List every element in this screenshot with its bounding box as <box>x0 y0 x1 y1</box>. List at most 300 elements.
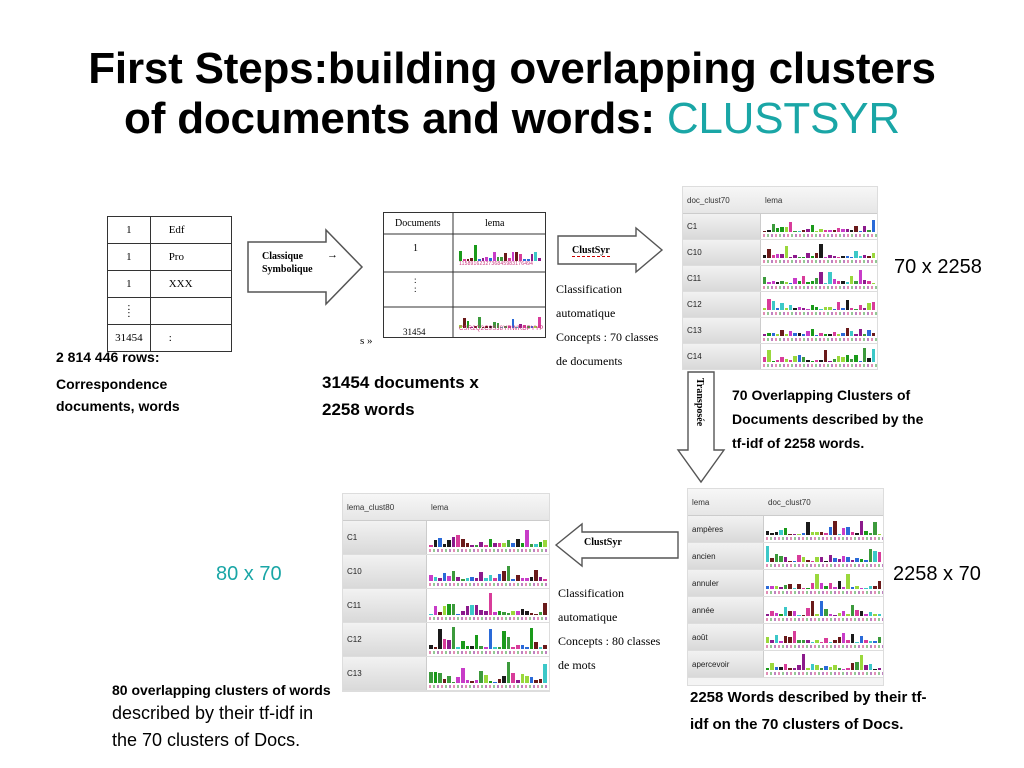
sparkline-bar <box>511 579 515 581</box>
title-accent: CLUSTSYR <box>666 94 900 143</box>
grid-header-value: lema <box>431 502 449 512</box>
sparkline-bar <box>846 614 849 616</box>
sparkline-bar <box>850 257 853 258</box>
grid-row <box>343 555 549 589</box>
sparkline-bar <box>873 586 876 589</box>
sparkline-bar <box>438 612 442 615</box>
sparkline-bar <box>466 578 470 581</box>
sparkline-bar <box>815 557 818 562</box>
cell-doc-id: 1 <box>108 271 151 298</box>
sparkline-bar <box>841 256 844 258</box>
sparkline-bar <box>521 543 525 547</box>
sparkline-tick-numbers <box>429 549 549 552</box>
sparkline-bar <box>466 606 470 615</box>
sparkline-bar <box>793 308 796 310</box>
sparkline-bar <box>802 257 805 258</box>
sparkline-bar <box>833 332 836 336</box>
sparkline-bar <box>534 544 538 547</box>
sparkline-bar <box>788 584 791 589</box>
sparkline-bar <box>779 530 782 535</box>
sparkline-bar <box>767 282 770 284</box>
sparkline-bar <box>824 257 827 258</box>
sparkline-bar <box>819 229 822 233</box>
sparkline-bar <box>452 571 456 581</box>
sparkline-bar <box>784 585 787 589</box>
sparkline-bar <box>493 252 496 261</box>
sparkline-bar <box>869 586 872 589</box>
sparkline-bar <box>470 681 474 683</box>
sparkline-bar <box>851 605 854 616</box>
title-line-2: of documents and words: <box>124 94 667 143</box>
sparkline-bar <box>806 253 809 258</box>
sparkline-tick-numbers <box>763 364 877 367</box>
sparkline-bar <box>775 532 778 535</box>
sparkline-bar <box>429 545 433 547</box>
sparkline-bar <box>846 328 849 336</box>
sparkline-bar <box>521 578 525 581</box>
sparkline-bar <box>475 578 479 581</box>
sparkline-bar <box>869 641 872 643</box>
grid-header-key: lema <box>692 497 710 507</box>
slide-title <box>0 44 1024 144</box>
sparkline-bar <box>766 668 769 670</box>
sparkline-bar <box>824 666 827 670</box>
grid-row <box>343 521 549 555</box>
sparkline-bar <box>498 647 502 649</box>
sparkline-bar <box>461 611 465 615</box>
grid-row-sparkline <box>764 516 883 542</box>
grid-row-label: apercevoir <box>688 651 764 677</box>
row-doc-31454: 31454 <box>403 327 426 337</box>
caption4-line2: idf on the 70 clusters of Docs. <box>690 716 904 733</box>
caption-word-clusters <box>112 680 331 754</box>
sparkline-bar <box>775 586 778 589</box>
sparkline-bar <box>466 543 470 547</box>
sparkline-tick-numbers <box>766 537 883 540</box>
sparkline-bar <box>829 527 832 535</box>
grid-row-label: C11 <box>343 589 427 622</box>
sparkline-bar <box>828 272 831 284</box>
sparkline-bar <box>456 577 460 581</box>
sparkline-bar <box>841 357 844 362</box>
sparkline-bar <box>539 679 543 683</box>
sparkline-tick-numbers <box>429 685 549 688</box>
sparkline-bar <box>498 679 502 683</box>
sparkline-bar <box>766 614 769 616</box>
sparkline-bar <box>837 334 840 336</box>
sparkline-bar <box>850 276 853 284</box>
sparkline-tick-numbers <box>429 651 549 654</box>
sparkline-bar <box>793 588 796 589</box>
sparkline-bar <box>864 640 867 643</box>
correspondence-row <box>108 298 232 325</box>
sparkline-bar <box>776 254 779 258</box>
sparkline-bar <box>851 634 854 643</box>
sparkline-tick-numbers <box>763 260 877 263</box>
sparkline-tick-numbers <box>429 617 549 620</box>
sparkline-bar <box>863 280 866 284</box>
sparkline-bar <box>784 607 787 616</box>
sparkline-bar <box>811 664 814 670</box>
sparkline-bar <box>824 609 827 616</box>
sparkline-bar <box>763 277 766 284</box>
sparkline-bar <box>470 605 474 615</box>
sparkline-bar <box>493 647 497 649</box>
sparkline-bar <box>461 539 465 547</box>
sparkline-bar <box>770 640 773 643</box>
sparkline-bar <box>806 668 809 670</box>
sparkline-bar <box>456 647 460 649</box>
sparkline-bar <box>779 614 782 616</box>
sparkline-bar <box>864 614 867 616</box>
sparkline-bar <box>872 349 875 362</box>
sparkline-bar <box>785 334 788 336</box>
sparkline-bar <box>770 558 773 562</box>
sparkline-bar <box>793 278 796 284</box>
sparkline-bar <box>770 611 773 616</box>
sparkline-bar <box>502 612 506 615</box>
sparkline-bar <box>763 334 766 336</box>
sparkline-tick-numbers <box>766 618 883 621</box>
sparkline-bar <box>798 231 801 232</box>
sparkline-bar <box>776 360 779 362</box>
sparkline-bar <box>788 611 791 616</box>
cell-doc-id: 1 <box>108 244 151 271</box>
sparkline-bar <box>820 601 823 616</box>
sparkline-bar <box>534 570 538 581</box>
grid-row <box>688 570 883 597</box>
sparkline-bar <box>470 577 474 581</box>
arrow3-label: ClustSyr <box>584 537 622 548</box>
sparkline-bar <box>452 682 456 683</box>
sparkline-bar <box>878 668 881 670</box>
grid-row-sparkline <box>764 570 883 596</box>
sparkline-bar <box>793 333 796 336</box>
sparkline-bar <box>806 608 809 616</box>
sparkline-bar <box>443 606 447 615</box>
correspondence-row <box>108 244 232 271</box>
sparkline-bar <box>470 545 474 547</box>
sparkline-bar <box>867 256 870 258</box>
sparkline-bar <box>511 543 515 547</box>
sparkline-bar <box>793 231 796 232</box>
sparkline-bar <box>829 614 832 616</box>
sparkline-bar <box>475 635 479 649</box>
sparkline-bar <box>767 249 770 258</box>
sparkline-bar <box>543 645 547 649</box>
sparkline-bar <box>806 588 809 589</box>
sparkline-bar <box>772 301 775 310</box>
sparkline-bar <box>869 533 872 535</box>
sparkline-bar <box>489 539 493 547</box>
sparkline-bar <box>502 571 506 581</box>
sparkline-bar <box>854 281 857 284</box>
sparkline-bar <box>828 361 831 362</box>
sparkline-bar <box>850 359 853 362</box>
sparkline-bar <box>842 587 845 589</box>
sparkline-bar <box>770 533 773 535</box>
caption5-line2: described by their tf-idf in <box>112 703 314 723</box>
sparkline-bar <box>833 359 836 362</box>
classif1-line1: Classification <box>556 282 622 296</box>
sparkline-bar <box>833 256 836 258</box>
sparkline-bar <box>828 230 831 232</box>
sparkline-bar <box>815 307 818 310</box>
sparkline-bar <box>779 641 782 643</box>
sparkline-bar <box>838 581 841 589</box>
sparkline-bar <box>530 628 534 649</box>
sparkline-bar <box>767 333 770 336</box>
sparkline-bar <box>429 645 433 649</box>
grid-row-label: C10 <box>683 240 761 265</box>
sparkline-bar <box>788 534 791 535</box>
sparkline-bar <box>443 639 447 649</box>
grid-row-label: C10 <box>343 555 427 588</box>
sparkline-bar <box>863 308 866 310</box>
sparkline-bar <box>806 331 809 336</box>
sparkline-bar <box>811 256 814 258</box>
doc31454-tfidf-numbers: CSR2Q2C9SJ8YRWRDPYYP <box>459 326 544 332</box>
sparkline-bar <box>846 574 849 589</box>
grid-row-sparkline <box>764 597 883 623</box>
sparkline-bar <box>855 586 858 589</box>
sparkline-bar <box>828 307 831 310</box>
sparkline-bar <box>802 357 805 362</box>
caption-docs-words <box>322 369 479 423</box>
sparkline-bar <box>515 252 518 261</box>
sparkline-bar <box>447 540 451 547</box>
sparkline-bar <box>859 256 862 258</box>
sparkline-bar <box>539 647 543 649</box>
sparkline-bar <box>829 555 832 562</box>
sparkline-bar <box>531 254 534 261</box>
sparkline-bar <box>824 307 827 310</box>
sparkline-bar <box>851 587 854 589</box>
sparkline-tick-numbers <box>763 286 877 289</box>
sparkline-bar <box>878 534 881 535</box>
grid-row-sparkline <box>764 543 883 569</box>
sparkline-bar <box>475 680 479 683</box>
sparkline-bar <box>489 575 493 581</box>
cell-doc-id: : : <box>108 298 151 325</box>
sparkline-bar <box>869 664 872 671</box>
grid-row-sparkline <box>761 344 877 369</box>
sparkline-bar <box>850 331 853 336</box>
dim-2258x70: 2258 x 70 <box>893 563 981 585</box>
grid-row <box>688 543 883 570</box>
sparkline-bar <box>456 677 460 683</box>
sparkline-bar <box>793 255 796 258</box>
sparkline-bar <box>484 611 488 615</box>
sparkline-bar <box>466 646 470 649</box>
sparkline-bar <box>539 612 543 615</box>
sparkline-bar <box>846 527 849 535</box>
grid-row-sparkline <box>761 266 877 291</box>
sparkline-bar <box>846 256 849 258</box>
sparkline-bar <box>859 329 862 336</box>
sparkline-bar <box>811 225 814 232</box>
cell-word <box>150 298 231 325</box>
grid-row-sparkline <box>764 651 883 677</box>
sparkline-bar <box>824 586 827 589</box>
sparkline-bar <box>837 281 840 284</box>
sparkline-bar <box>530 577 534 581</box>
sparkline-bar <box>838 637 841 643</box>
sparkline-bar <box>470 646 474 649</box>
sparkline-bar <box>864 560 867 562</box>
sparkline-bar <box>824 638 827 643</box>
grid-row <box>343 623 549 657</box>
sparkline-bar <box>850 308 853 310</box>
sparkline-bar <box>859 361 862 362</box>
sparkline-bar <box>837 228 840 232</box>
sparkline-bar <box>493 682 497 683</box>
sparkline-bar <box>842 669 845 670</box>
grid-row-label: C14 <box>683 344 761 369</box>
sparkline-bar <box>521 674 525 683</box>
sparkline-bar <box>788 668 791 670</box>
sparkline-bar <box>829 583 832 589</box>
sparkline-bar <box>502 676 506 683</box>
sparkline-bar <box>456 614 460 615</box>
sparkline-bar <box>855 558 858 562</box>
grid-row-label: C11 <box>683 266 761 291</box>
sparkline-bar <box>802 308 805 310</box>
sparkline-bar <box>798 257 801 258</box>
grid-row-label: ancien <box>688 543 764 569</box>
grid-row <box>683 266 877 292</box>
sparkline-bar <box>780 357 783 362</box>
sparkline-bar <box>854 226 857 232</box>
title-line-1: First Steps:building overlapping clusters <box>88 44 936 93</box>
sparkline-bar <box>447 576 451 581</box>
sparkline-bar <box>878 581 881 589</box>
sparkline-bar <box>833 230 836 232</box>
sparkline-bar <box>824 230 827 232</box>
sparkline-bar <box>784 528 787 535</box>
sparkline-bar <box>824 350 827 362</box>
sparkline-bar <box>859 231 862 232</box>
sparkline-bar <box>842 611 845 616</box>
sparkline-bar <box>811 642 814 643</box>
grid-row-label: année <box>688 597 764 623</box>
sparkline-bar <box>872 283 875 284</box>
sparkline-tick-numbers <box>766 564 883 567</box>
sparkline-bar <box>797 615 800 616</box>
sparkline-bar <box>484 675 488 683</box>
sparkline-bar <box>438 629 442 649</box>
sparkline-bar <box>806 522 809 535</box>
sparkline-bar <box>815 665 818 670</box>
sparkline-bar <box>785 308 788 310</box>
sparkline-bar <box>793 631 796 643</box>
sparkline-bar <box>474 245 477 261</box>
sparkline-bar <box>833 640 836 643</box>
sparkline-bar <box>766 531 769 535</box>
sparkline-bar <box>793 534 796 535</box>
sparkline-bar <box>873 522 876 535</box>
sparkline-bar <box>860 559 863 562</box>
sparkline-bar <box>842 633 845 643</box>
sparkline-bar <box>824 283 827 284</box>
sparkline-bar <box>789 283 792 284</box>
sparkline-bar <box>806 309 809 310</box>
sparkline-bar <box>855 533 858 535</box>
correspondence-row <box>108 271 232 298</box>
table2-footer: s » <box>360 335 373 347</box>
sparkline-bar <box>872 220 875 232</box>
sparkline-bar <box>867 330 870 336</box>
sparkline-bar <box>855 642 858 643</box>
sparkline-bar <box>780 303 783 310</box>
sparkline-bar <box>815 532 818 535</box>
sparkline-bar <box>815 574 818 589</box>
sparkline-bar <box>498 574 502 581</box>
sparkline-bar <box>493 543 497 547</box>
sparkline-bar <box>785 282 788 284</box>
sparkline-bar <box>819 244 822 258</box>
sparkline-bar <box>775 635 778 643</box>
sparkline-bar <box>806 360 809 362</box>
cell-doc-id: 31454 <box>108 325 151 352</box>
sparkline-bar <box>829 642 832 643</box>
sparkline-bar <box>846 229 849 232</box>
sparkline-bar <box>434 577 438 581</box>
sparkline-bar <box>479 671 483 683</box>
sparkline-bar <box>854 251 857 258</box>
sparkline-bar <box>798 281 801 284</box>
sparkline-bar <box>543 579 547 581</box>
sparkline-bar <box>772 333 775 336</box>
sparkline-bar <box>819 333 822 336</box>
sparkline-bar <box>841 281 844 284</box>
caption-docs-words-line2: 2258 words <box>322 400 415 419</box>
sparkline-bar <box>507 566 511 581</box>
classif2-line3: Concepts : 80 classes <box>558 634 661 648</box>
sparkline-bar <box>864 665 867 670</box>
sparkline-bar <box>447 604 451 615</box>
sparkline-tick-numbers <box>763 234 877 237</box>
sparkline-bar <box>780 227 783 232</box>
sparkline-bar <box>824 533 827 535</box>
sparkline-bar <box>820 668 823 670</box>
caption5-line1: 80 overlapping clusters of words <box>112 682 331 698</box>
sparkline-bar <box>772 255 775 258</box>
dim-80x70: 80 x 70 <box>216 563 282 585</box>
sparkline-bar <box>434 606 438 615</box>
sparkline-bar <box>438 673 442 683</box>
sparkline-bar <box>452 604 456 615</box>
classif1-line4: de documents <box>556 354 623 368</box>
sparkline-bar <box>784 557 787 563</box>
caption4-line1: 2258 Words described by their tf- <box>690 689 927 706</box>
sparkline-bar <box>507 613 511 615</box>
sparkline-bar <box>516 645 520 649</box>
sparkline-bar <box>811 583 814 589</box>
caption3-line1: 70 Overlapping Clusters of <box>732 387 911 403</box>
sparkline-bar <box>815 360 818 362</box>
grid-row <box>683 292 877 318</box>
grid-row-sparkline <box>764 624 883 650</box>
grid-row-label: C12 <box>683 292 761 317</box>
arrow2-label: ClustSyr <box>572 245 610 256</box>
sparkline-bar <box>860 655 863 670</box>
sparkline-bar <box>498 543 502 547</box>
sparkline-bar <box>797 640 800 643</box>
sparkline-bar <box>429 614 433 615</box>
sparkline-bar <box>806 640 809 643</box>
sparkline-bar <box>543 540 547 547</box>
